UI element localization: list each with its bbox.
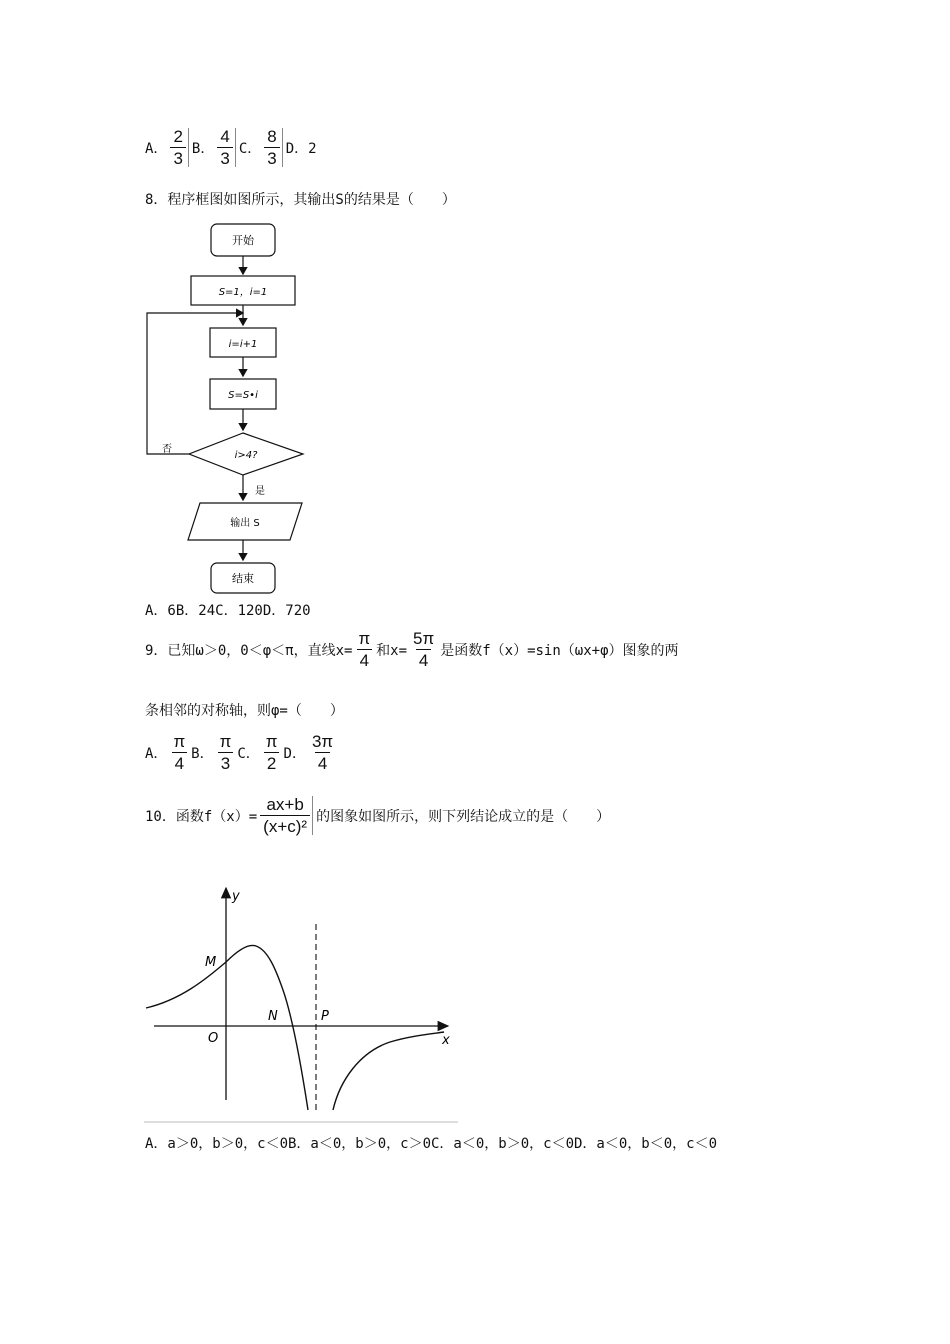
flow-step2-text: S=S•i: [228, 390, 258, 401]
q9-option-d-fraction: $\frac{3\pi}{4}$: [311, 732, 334, 773]
q9-stem-part2: 和x=: [376, 642, 408, 659]
q7-option-a-label: A．: [145, 140, 168, 157]
q7-option-b-fraction: $\frac{4}{3}$: [217, 128, 235, 167]
q9-stem-part3: 是函数f（x）=sin（ωx+φ）图象的两: [440, 642, 679, 659]
q7-option-d: D．2: [285, 140, 317, 157]
q9-option-c-fraction: $\frac{\pi}{2}$: [265, 732, 278, 773]
q9-stem-part1: 9．已知ω＞0，0＜φ＜π，直线x=: [145, 642, 353, 659]
q9-option-c-label: C．: [237, 745, 260, 762]
q9-stem-line2: 条相邻的对称轴，则φ=（ ）: [145, 703, 344, 719]
q7-option-c-label: C．: [238, 140, 262, 157]
flow-yes-label: 是: [255, 486, 265, 497]
q9-fraction-2: $\frac{5\pi}{4}$: [413, 629, 435, 670]
q7-options: [145, 128, 317, 167]
q10-stem: [145, 796, 610, 835]
flow-decision-text: i>4?: [234, 450, 258, 461]
q9-stem-line1: [145, 630, 679, 669]
q9-fraction-1: $\frac{\pi}{4}$: [358, 629, 371, 670]
q9-option-a-label: A．: [145, 745, 168, 762]
flow-init-text: S=1，i=1: [218, 287, 268, 298]
q8-stem: 8．程序框图如图所示，其输出S的结果是（ ）: [145, 192, 456, 208]
q9-option-b-label: B．: [191, 745, 214, 762]
q7-option-b-label: B．: [191, 140, 215, 157]
point-m-label: M: [205, 955, 217, 970]
flow-start-text: 开始: [232, 234, 254, 247]
point-p-label: P: [321, 1009, 329, 1024]
y-axis-label: y: [232, 889, 240, 904]
q10-function-graph: [140, 880, 460, 1128]
q8-options: A．6B．24C．120D．720: [145, 603, 311, 619]
q9-option-d-label: D．: [283, 745, 306, 762]
q10-fraction: $\frac{ax+b}{\text{(x+c)²}}$: [260, 796, 313, 835]
flow-output-text: 输出 S: [230, 518, 260, 529]
q9-option-a-fraction: $\frac{\pi}{4}$: [173, 732, 186, 773]
q10-stem-part1: 10．函数f（x）=: [145, 808, 258, 825]
q7-option-c-fraction: $\frac{8}{3}$: [264, 128, 282, 167]
q9-options: [145, 733, 339, 772]
q7-option-a-fraction: $\frac{2}{3}$: [170, 128, 188, 167]
flow-no-label: 否: [162, 444, 172, 455]
q10-options: A．a＞0，b＞0，c＜0B．a＜0，b＞0，c＞0C．a＜0，b＞0，c＜0D．a＜0，b＜0，c＜0: [145, 1136, 718, 1152]
q8-flowchart: [140, 220, 310, 598]
x-axis-label: x: [442, 1033, 450, 1048]
flow-end-text: 结束: [232, 572, 254, 585]
origin-label: O: [208, 1031, 219, 1046]
curve-right-branch: [333, 1032, 444, 1110]
flow-step1-text: i=i+1: [228, 339, 258, 350]
point-n-label: N: [268, 1009, 278, 1024]
q10-stem-part2: 的图象如图所示，则下列结论成立的是（ ）: [316, 808, 611, 825]
curve-left-branch: [146, 945, 308, 1110]
q9-option-b-fraction: $\frac{\pi}{3}$: [219, 732, 232, 773]
